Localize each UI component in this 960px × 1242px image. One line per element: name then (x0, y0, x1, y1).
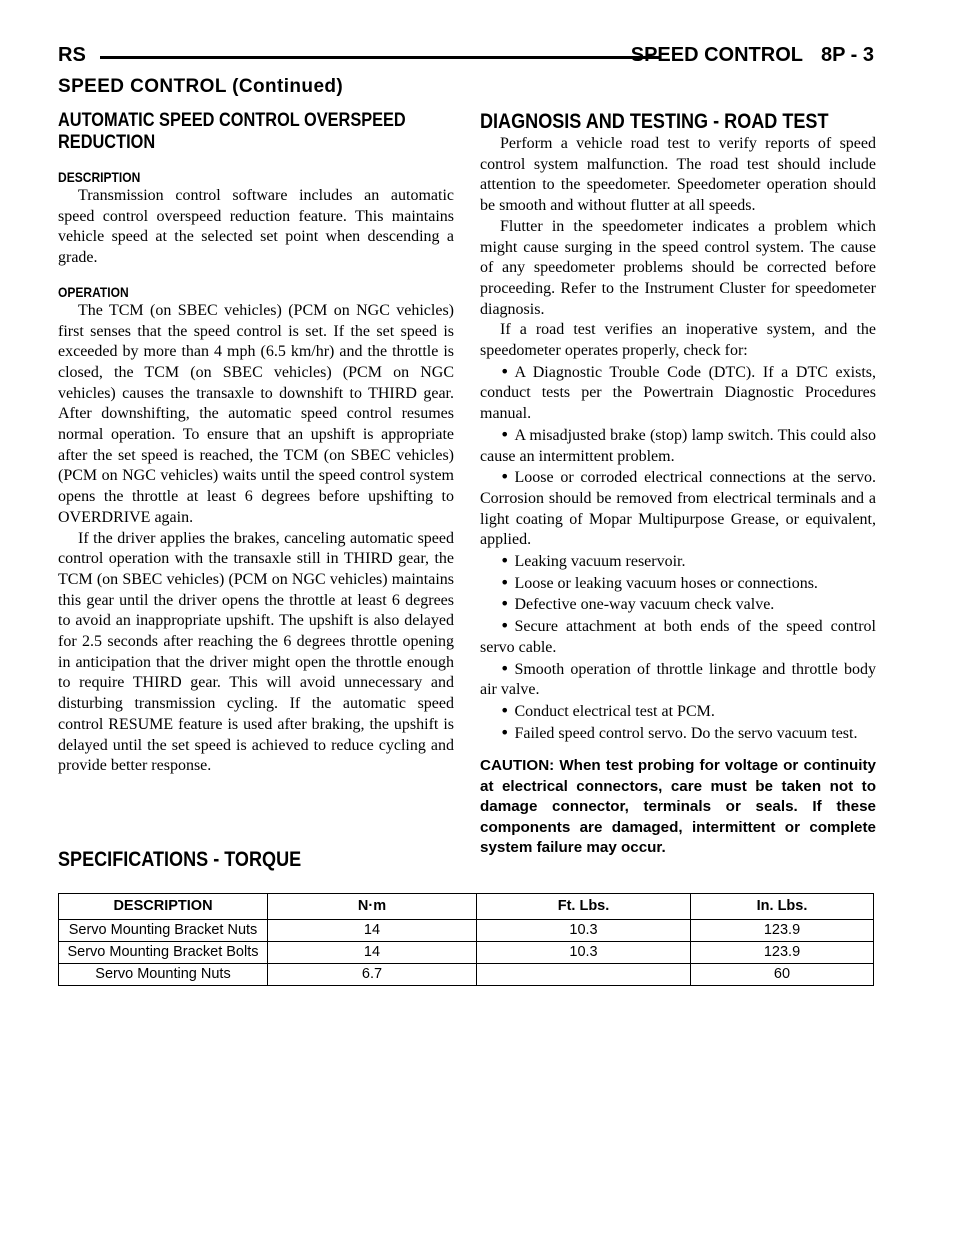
bullet-icon: • (500, 594, 510, 614)
continued-title: SPEED CONTROL (Continued) (58, 76, 344, 97)
road-test-paragraph-3: If a road test verifies an inoperative system, and the speedometer operates properly, check for: (480, 321, 876, 360)
check-list-item (480, 594, 876, 616)
description-heading: DESCRIPTION (58, 169, 141, 185)
torque-spec-table (58, 893, 874, 986)
cell-in-lbs: 60 (691, 964, 874, 986)
cell-ft-lbs: 10.3 (477, 942, 691, 964)
bullet-icon: • (500, 424, 510, 444)
col-header-description: DESCRIPTION (59, 894, 268, 920)
check-list-item (480, 467, 876, 551)
header-rule (100, 56, 659, 59)
overspeed-title-line2: REDUCTION (58, 132, 156, 153)
check-list-item (480, 723, 876, 745)
right-column (480, 110, 876, 859)
operation-heading: OPERATION (58, 283, 129, 300)
check-list-text: Loose or leaking vacuum hoses or connections. (514, 574, 818, 592)
check-list-text: Defective one-way vacuum check valve. (514, 596, 775, 614)
table-row (59, 942, 874, 964)
table-row (59, 920, 874, 942)
check-list-text: Loose or corroded electrical connections at the servo. Corrosion should be removed from electrical terminals and a light coating of Mopar Multipurpose Grease, or equivalent, applied. (480, 469, 876, 549)
road-test-title: DIAGNOSIS AND TESTING - ROAD TEST (480, 110, 829, 133)
specifications-title: SPECIFICATIONS - TORQUE (58, 848, 302, 871)
col-header-ft-lbs: Ft. Lbs. (477, 894, 691, 920)
cell-nm: 14 (268, 920, 477, 942)
check-list-text: Secure attachment at both ends of the speed control servo cable. (480, 618, 876, 656)
bullet-icon: • (500, 467, 510, 487)
bullet-icon: • (500, 572, 510, 592)
table-header-row (59, 894, 874, 920)
specifications-title-wrap (58, 848, 341, 872)
cell-description: Servo Mounting Nuts (59, 964, 268, 986)
road-test-paragraph-1: Perform a vehicle road test to verify reports of speed control system malfunction. The road test should include attention to the speedometer. Speedometer operation should be smooth and without flutter at all speeds. (480, 135, 876, 215)
check-list-item (480, 573, 876, 595)
header-section-title: SPEED CONTROL (630, 44, 803, 66)
header-page-number: 8P - 3 (821, 44, 874, 66)
check-list-item (480, 551, 876, 573)
caution-note: CAUTION: When test probing for voltage or continuity at electrical connectors, care must be taken not to damage connector, terminals or seals. If these components are damaged, intermittent or complete system failure may occur. (480, 757, 876, 857)
check-list-item (480, 659, 876, 701)
cell-description: Servo Mounting Bracket Bolts (59, 942, 268, 964)
operation-paragraph-1: The TCM (on SBEC vehicles) (PCM on NGC vehicles) first senses that the speed control is set. If the set speed is exceeded by more than 4 mph (6.5 km/hr) and the throttle is closed, the TCM (on SBEC vehicles) (PCM on NGC vehicles) causes the transaxle to downshift to THIRD gear. After downshifting, the automatic speed control resumes normal operation. To ensure that an upshift is appropriate after the set speed is reached, the TCM (on SBEC vehicles) (PCM on NGC vehicles) waits until the speed control system opens the throttle at least 6 degrees before upshifting to OVERDRIVE again. (58, 301, 454, 526)
check-list-text: Conduct electrical test at PCM. (514, 702, 715, 720)
page-header (58, 44, 874, 68)
check-list-text: Failed speed control servo. Do the servo vacuum test. (514, 724, 858, 742)
bullet-icon: • (500, 551, 510, 571)
check-list-text: A misadjusted brake (stop) lamp switch. This could also cause an intermittent problem. (480, 426, 876, 465)
operation-paragraph-2: If the driver applies the brakes, canceling automatic speed control operation with the transaxle still in THIRD gear, the TCM (on SBEC vehicles) (PCM on NGC vehicles) maintains this gear until the driver opens the throttle at least 6 degrees to avoid an inappropriate upshift. The upshift is also delayed for 2.5 seconds after reaching the 6 degrees throttle opening in anticipation that the driver might open the throttle enough to require THIRD gear. This will avoid unnecessary and disturbing transmission cycling. If the automatic speed control RESUME feature is used after braking, the upshift is delayed until the set speed is achieved to reduce cycling and provide better response. (58, 529, 454, 775)
description-paragraph: Transmission control software includes an automatic speed control overspeed reduction feature. This maintains vehicle speed at the selected set point when descending a grade. (58, 187, 454, 267)
overspeed-section-title (58, 110, 453, 154)
check-list-item (480, 701, 876, 723)
cell-ft-lbs: 10.3 (477, 920, 691, 942)
cell-in-lbs: 123.9 (691, 920, 874, 942)
header-section-page (631, 44, 874, 67)
check-list (480, 362, 876, 745)
col-header-nm: N·m (268, 894, 477, 920)
bullet-icon: • (500, 616, 510, 636)
header-model-code: RS (58, 44, 86, 66)
table-row (59, 964, 874, 986)
left-column (58, 110, 454, 777)
road-test-paragraph-2: Flutter in the speedometer indicates a problem which might cause surging in the speed control system. The cause of any speedometer problems should be corrected before proceeding. Refer to the Instrument Cluster for speedometer diagnosis. (480, 217, 876, 318)
bullet-icon: • (500, 722, 510, 742)
cell-description: Servo Mounting Bracket Nuts (59, 920, 268, 942)
check-list-text: Smooth operation of throttle linkage and throttle body air valve. (480, 660, 876, 699)
cell-nm: 14 (268, 942, 477, 964)
bullet-icon: • (500, 361, 510, 381)
cell-ft-lbs (477, 964, 691, 986)
check-list-text: A Diagnostic Trouble Code (DTC). If a DTC exists, conduct tests per the Powertrain Diagnostic Procedures manual. (480, 363, 876, 423)
check-list-item (480, 425, 876, 467)
cell-nm: 6.7 (268, 964, 477, 986)
bullet-icon: • (500, 700, 510, 720)
check-list-item (480, 616, 876, 658)
bullet-icon: • (500, 658, 510, 678)
overspeed-title-line1: AUTOMATIC SPEED CONTROL OVERSPEED (58, 110, 406, 131)
col-header-in-lbs: In. Lbs. (691, 894, 874, 920)
check-list-item (480, 362, 876, 425)
cell-in-lbs: 123.9 (691, 942, 874, 964)
check-list-text: Leaking vacuum reservoir. (514, 553, 686, 571)
